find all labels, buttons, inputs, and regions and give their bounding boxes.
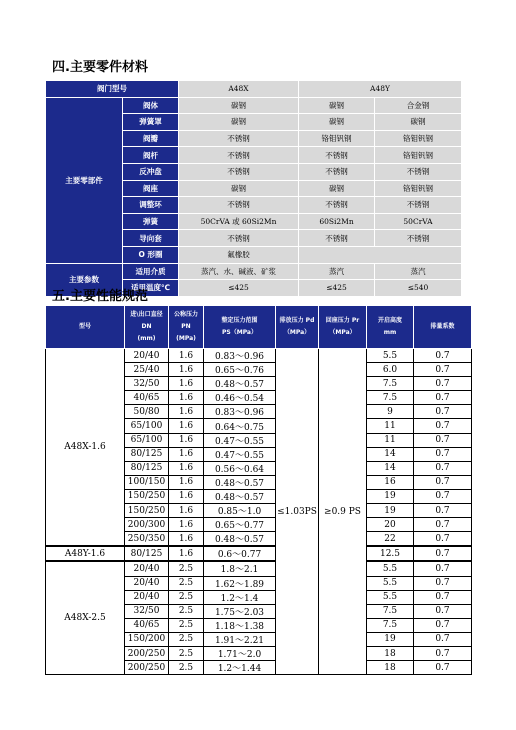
table-cell: 不锈钢	[179, 130, 299, 147]
part-name: O 形圈	[123, 246, 179, 263]
param-name: 适用介质	[123, 263, 179, 280]
set-pressure-cell: 0.47～0.55	[204, 433, 276, 447]
coefficient-cell: 0.7	[414, 391, 472, 405]
part-name: 弹簧	[123, 213, 179, 230]
pn-cell: 1.6	[169, 405, 204, 419]
dn-cell: 150/200	[125, 632, 169, 646]
materials-row	[46, 97, 462, 114]
coefficient-cell: 0.7	[414, 405, 472, 419]
table-cell: 碳钢	[299, 180, 375, 197]
group-main-parts: 主要零部件	[46, 97, 123, 263]
table-cell: 不锈钢	[299, 230, 375, 247]
pn-cell: 2.5	[169, 604, 204, 618]
coefficient-cell: 0.7	[414, 546, 472, 561]
set-pressure-cell: 1.2～1.44	[204, 661, 276, 675]
coefficient-cell: 0.7	[414, 461, 472, 475]
group-main-params: 主要参数	[46, 263, 123, 296]
pn-cell: 2.5	[169, 661, 204, 675]
table-cell: ≤540	[375, 280, 462, 297]
table-cell: 蒸汽、水、碱液、矿浆	[179, 263, 299, 280]
section-title-specs: 五.主要性能规范	[52, 289, 148, 304]
table-cell: 碳钢	[375, 114, 462, 131]
table-cell: 铬钼钒钢	[299, 130, 375, 147]
table-cell: 碳钢	[179, 180, 299, 197]
pn-cell: 2.5	[169, 561, 204, 576]
set-pressure-cell: 1.75～2.03	[204, 604, 276, 618]
header-valve-model: 阀门型号	[46, 81, 179, 98]
pn-cell: 1.6	[169, 391, 204, 405]
set-pressure-cell: 1.8～2.1	[204, 561, 276, 576]
table-cell: 不锈钢	[375, 163, 462, 180]
table-cell: 碳钢	[299, 97, 375, 114]
section-title-materials: 四.主要零件材料	[52, 60, 148, 75]
specs-table	[45, 305, 472, 675]
lift-cell: 11	[367, 433, 414, 447]
coefficient-cell: 0.7	[414, 590, 472, 604]
col-discharge-pressure: 排放压力 Pd （MPa）	[276, 306, 319, 349]
lift-cell: 7.5	[367, 618, 414, 632]
pn-cell: 1.6	[169, 475, 204, 489]
part-name: 调整环	[123, 197, 179, 214]
pn-cell: 2.5	[169, 618, 204, 632]
table-cell: 合金钢	[375, 97, 462, 114]
spec-row	[46, 349, 472, 363]
model-a48y-1.6: A48Y-1.6	[46, 546, 125, 561]
coefficient-cell: 0.7	[414, 532, 472, 547]
col-reseat-pressure: 回座压力 Pr （MPa）	[319, 306, 367, 349]
part-name: 导向套	[123, 230, 179, 247]
pn-cell: 2.5	[169, 646, 204, 660]
set-pressure-cell: 0.47～0.55	[204, 447, 276, 461]
lift-cell: 16	[367, 475, 414, 489]
table-cell: 50CrVA 或 60Si2Mn	[179, 213, 299, 230]
lift-cell: 7.5	[367, 604, 414, 618]
dn-cell: 80/125	[125, 447, 169, 461]
dn-cell: 40/65	[125, 618, 169, 632]
table-cell: 碳钢	[299, 114, 375, 131]
coefficient-cell: 0.7	[414, 419, 472, 433]
table-cell: 蒸汽	[375, 263, 462, 280]
set-pressure-cell: 0.83～0.96	[204, 349, 276, 363]
part-name: 阀杆	[123, 147, 179, 164]
set-pressure-cell: 0.46～0.54	[204, 391, 276, 405]
part-name: 阀体	[123, 97, 179, 114]
pn-cell: 1.6	[169, 447, 204, 461]
dn-cell: 100/150	[125, 475, 169, 489]
lift-cell: 14	[367, 461, 414, 475]
pn-cell: 2.5	[169, 576, 204, 590]
dn-cell: 250/350	[125, 532, 169, 547]
coefficient-cell: 0.7	[414, 475, 472, 489]
set-pressure-cell: 0.48～0.57	[204, 489, 276, 503]
dn-cell: 200/250	[125, 661, 169, 675]
dn-cell: 50/80	[125, 405, 169, 419]
set-pressure-cell: 1.71～2.0	[204, 646, 276, 660]
lift-cell: 18	[367, 646, 414, 660]
col-pn: 公称压力 PN (MPa)	[169, 306, 204, 349]
lift-cell: 5.5	[367, 576, 414, 590]
table-cell: 不锈钢	[299, 147, 375, 164]
set-pressure-cell: 0.65～0.76	[204, 363, 276, 377]
table-cell: 不锈钢	[179, 147, 299, 164]
lift-cell: 12.5	[367, 546, 414, 561]
part-name: 阀座	[123, 180, 179, 197]
coefficient-cell: 0.7	[414, 489, 472, 503]
pn-cell: 2.5	[169, 590, 204, 604]
set-pressure-cell: 0.56～0.64	[204, 461, 276, 475]
set-pressure-cell: 1.2～1.4	[204, 590, 276, 604]
table-cell: 氟橡胶	[179, 246, 299, 263]
lift-cell: 5.5	[367, 561, 414, 576]
set-pressure-cell: 0.85～1.0	[204, 504, 276, 518]
model-a48x-2.5: A48X-2.5	[46, 561, 125, 674]
table-cell: 铬钼钒钢	[375, 180, 462, 197]
pn-cell: 1.6	[169, 377, 204, 391]
param-name: 适用温度℃	[123, 280, 179, 297]
set-pressure-cell: 1.18～1.38	[204, 618, 276, 632]
dn-cell: 40/65	[125, 391, 169, 405]
reseat-pressure-cell: ≥0.9 PS	[319, 349, 367, 675]
col-lift: 开启高度 mm	[367, 306, 414, 349]
model-a48x-1.6: A48X-1.6	[46, 349, 125, 547]
table-cell: 蒸汽	[299, 263, 375, 280]
coefficient-cell: 0.7	[414, 646, 472, 660]
materials-table	[45, 80, 462, 297]
header-a48y: A48Y	[299, 81, 462, 98]
pn-cell: 1.6	[169, 518, 204, 532]
set-pressure-cell: 0.65～0.77	[204, 518, 276, 532]
pn-cell: 1.6	[169, 489, 204, 503]
pn-cell: 1.6	[169, 461, 204, 475]
set-pressure-cell: 0.48～0.57	[204, 532, 276, 547]
pn-cell: 1.6	[169, 546, 204, 561]
table-cell: 不锈钢	[375, 230, 462, 247]
pn-cell: 1.6	[169, 419, 204, 433]
table-cell: 碳钢	[179, 97, 299, 114]
dn-cell: 20/40	[125, 590, 169, 604]
coefficient-cell: 0.7	[414, 618, 472, 632]
spec-row	[46, 546, 472, 561]
coefficient-cell: 0.7	[414, 576, 472, 590]
dn-cell: 65/100	[125, 419, 169, 433]
lift-cell: 22	[367, 532, 414, 547]
part-name: 弹簧罩	[123, 114, 179, 131]
dn-cell: 150/250	[125, 489, 169, 503]
pn-cell: 1.6	[169, 433, 204, 447]
dn-cell: 20/40	[125, 349, 169, 363]
table-cell: 不锈钢	[375, 197, 462, 214]
coefficient-cell: 0.7	[414, 504, 472, 518]
lift-cell: 20	[367, 518, 414, 532]
table-cell: ≤425	[179, 280, 299, 297]
lift-cell: 5.5	[367, 590, 414, 604]
params-row	[46, 263, 462, 280]
set-pressure-cell: 0.83～0.96	[204, 405, 276, 419]
set-pressure-cell: 1.62～1.89	[204, 576, 276, 590]
set-pressure-cell: 0.64～0.75	[204, 419, 276, 433]
col-coefficient: 排量系数	[414, 306, 472, 349]
table-cell: 不锈钢	[299, 163, 375, 180]
pn-cell: 1.6	[169, 349, 204, 363]
table-cell: 50CrVA	[375, 213, 462, 230]
dn-cell: 200/250	[125, 646, 169, 660]
dn-cell: 200/300	[125, 518, 169, 532]
set-pressure-cell: 0.6～0.77	[204, 546, 276, 561]
spec-row	[46, 561, 472, 576]
lift-cell: 6.0	[367, 363, 414, 377]
part-name: 反冲盘	[123, 163, 179, 180]
table-cell: 铬钼钒钢	[375, 130, 462, 147]
lift-cell: 19	[367, 632, 414, 646]
table-cell: 不锈钢	[299, 197, 375, 214]
coefficient-cell: 0.7	[414, 433, 472, 447]
table-cell: 不锈钢	[179, 163, 299, 180]
table-cell: 60Si2Mn	[299, 213, 375, 230]
part-name: 阀瓣	[123, 130, 179, 147]
dn-cell: 80/125	[125, 546, 169, 561]
pn-cell: 1.6	[169, 504, 204, 518]
coefficient-cell: 0.7	[414, 661, 472, 675]
col-model: 型号	[46, 306, 125, 349]
table-cell	[299, 246, 462, 263]
table-cell: 不锈钢	[179, 230, 299, 247]
table-cell: 不锈钢	[179, 197, 299, 214]
col-dn: 进\出口直径 DN (mm)	[125, 306, 169, 349]
discharge-pressure-cell: ≤1.03PS	[276, 349, 319, 675]
pn-cell: 1.6	[169, 532, 204, 547]
coefficient-cell: 0.7	[414, 447, 472, 461]
lift-cell: 19	[367, 504, 414, 518]
lift-cell: 7.5	[367, 391, 414, 405]
set-pressure-cell: 0.48～0.57	[204, 475, 276, 489]
specs-header-row	[46, 306, 472, 349]
pn-cell: 2.5	[169, 632, 204, 646]
set-pressure-cell: 0.48～0.57	[204, 377, 276, 391]
dn-cell: 150/250	[125, 504, 169, 518]
set-pressure-cell: 1.91～2.21	[204, 632, 276, 646]
dn-cell: 65/100	[125, 433, 169, 447]
table-cell: ≤425	[299, 280, 375, 297]
header-a48x: A48X	[179, 81, 299, 98]
coefficient-cell: 0.7	[414, 518, 472, 532]
coefficient-cell: 0.7	[414, 604, 472, 618]
dn-cell: 20/40	[125, 561, 169, 576]
lift-cell: 14	[367, 447, 414, 461]
table-cell: 碳钢	[179, 114, 299, 131]
lift-cell: 19	[367, 489, 414, 503]
coefficient-cell: 0.7	[414, 632, 472, 646]
dn-cell: 32/50	[125, 604, 169, 618]
lift-cell: 11	[367, 419, 414, 433]
coefficient-cell: 0.7	[414, 349, 472, 363]
lift-cell: 9	[367, 405, 414, 419]
dn-cell: 20/40	[125, 576, 169, 590]
dn-cell: 25/40	[125, 363, 169, 377]
lift-cell: 7.5	[367, 377, 414, 391]
materials-header-row	[46, 81, 462, 98]
table-cell: 铬钼钒钢	[375, 147, 462, 164]
pn-cell: 1.6	[169, 363, 204, 377]
dn-cell: 32/50	[125, 377, 169, 391]
coefficient-cell: 0.7	[414, 363, 472, 377]
coefficient-cell: 0.7	[414, 377, 472, 391]
lift-cell: 18	[367, 661, 414, 675]
dn-cell: 80/125	[125, 461, 169, 475]
col-set-pressure: 整定压力范围 PS（MPa）	[204, 306, 276, 349]
coefficient-cell: 0.7	[414, 561, 472, 576]
lift-cell: 5.5	[367, 349, 414, 363]
